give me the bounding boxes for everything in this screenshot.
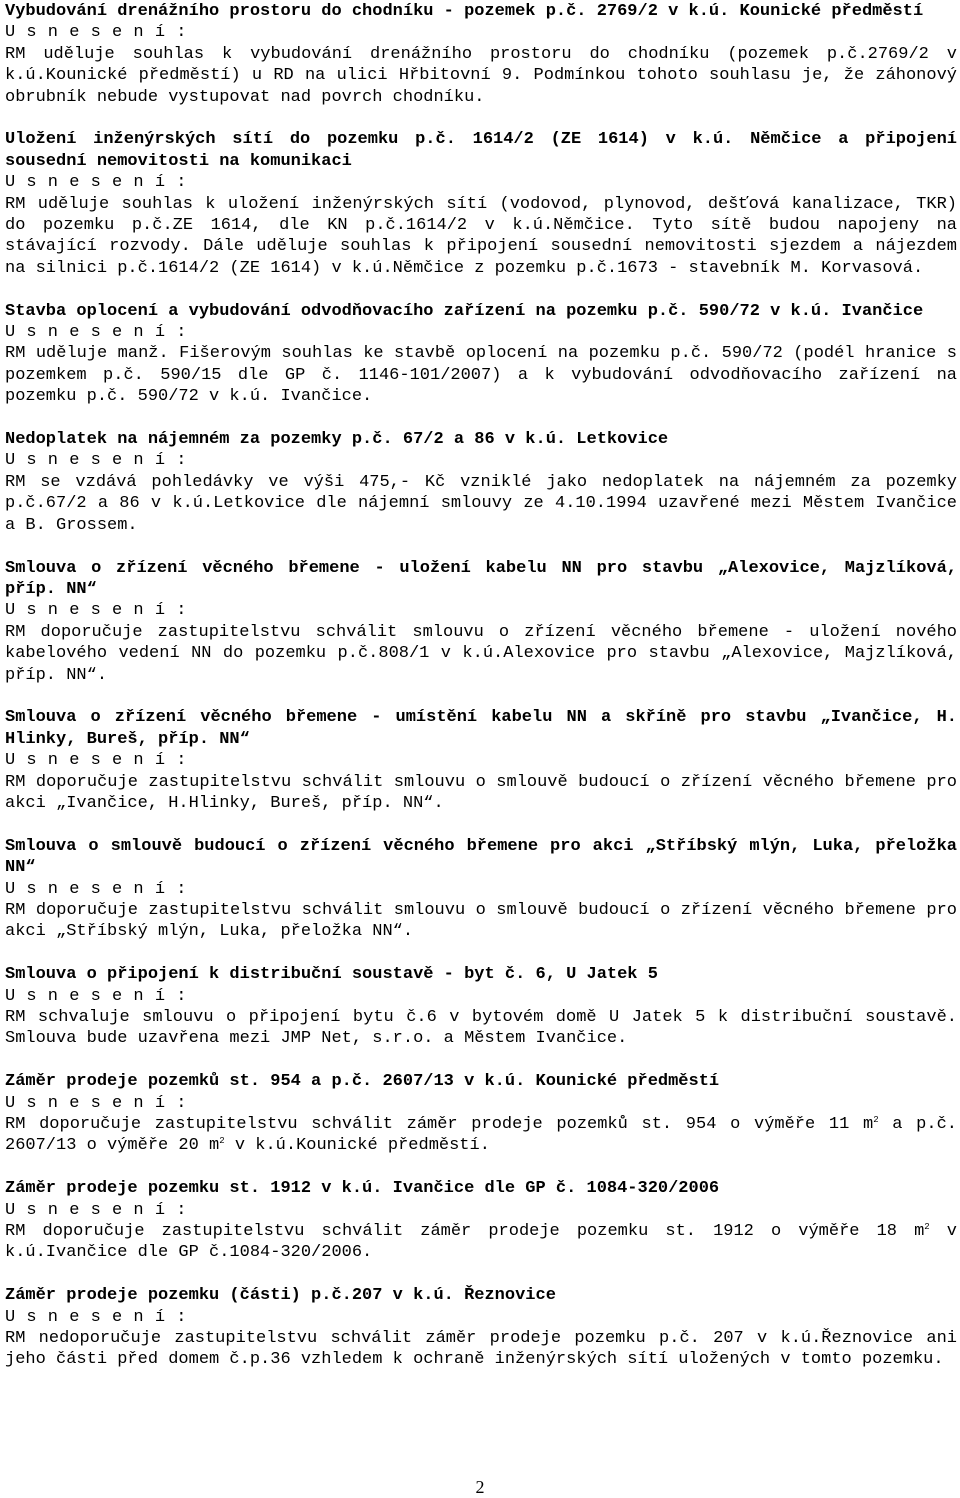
resolution-label: U s n e s e n í : bbox=[5, 23, 187, 43]
section-title: Stavba oplocení a vybudování odvodňovacího zařízení na pozemku p.č. 590/72 v k.ú. Ivančice bbox=[5, 301, 924, 321]
resolution-label: U s n e s e n í : bbox=[5, 751, 187, 771]
body-text: v k.ú.Kounické předměstí. bbox=[224, 1136, 490, 1156]
superscript: 2 bbox=[219, 1136, 225, 1147]
section-title: Smlouva o připojení k distribuční soustavě - byt č. 6, U Jatek 5 bbox=[5, 965, 658, 985]
resolution-label: U s n e s e n í : bbox=[5, 451, 187, 471]
resolution-section bbox=[5, 964, 957, 1050]
section-title: Uložení inženýrských sítí do pozemku p.č. 1614/2 (ZE 1614) v k.ú. Němčice a připojení sousední nemovitosti na komunikaci bbox=[5, 130, 957, 171]
resolution-label: U s n e s e n í : bbox=[5, 601, 187, 621]
body-text: RM doporučuje zastupitelstvu schválit záměr prodeje pozemků st. 954 o výměře 11 m bbox=[5, 1115, 874, 1134]
resolution-label: U s n e s e n í : bbox=[5, 1307, 187, 1327]
body-text: RM doporučuje zastupitelstvu schválit záměr prodeje pozemku st. 1912 o výměře 18 m bbox=[5, 1222, 925, 1242]
section-title: Vybudování drenážního prostoru do chodníku - pozemek p.č. 2769/2 v k.ú. Kounické předměstí bbox=[5, 2, 924, 21]
section-body bbox=[5, 1221, 957, 1264]
page-number: 2 bbox=[475, 1477, 485, 1497]
section-body: RM uděluje souhlas k vybudování drenážního prostoru do chodníku (pozemek p.č.2769/2 v k.ú.Kounické předměstí) u RD na ulici Hřbitovní 9. Podmínkou tohoto souhlasu je, že záhonový obrubník nebude vystupovat nad povrch chodníku. bbox=[5, 44, 957, 107]
resolution-section bbox=[5, 836, 957, 943]
section-title: Záměr prodeje pozemku (části) p.č.207 v k.ú. Řeznovice bbox=[5, 1286, 556, 1306]
resolution-label: U s n e s e n í : bbox=[5, 1200, 187, 1220]
resolution-label: U s n e s e n í : bbox=[5, 173, 187, 193]
resolution-label: U s n e s e n í : bbox=[5, 323, 187, 343]
resolution-label: U s n e s e n í : bbox=[5, 986, 187, 1006]
section-body: RM se vzdává pohledávky ve výši 475,- Kč vzniklé jako nedoplatek na nájemném za pozemky p.č.67/2 a 86 v k.ú.Letkovice dle nájemní smlouvy ze 4.10.1994 uzavřené mezi Městem Ivančice a B. Grossem. bbox=[5, 472, 957, 535]
section-title: Záměr prodeje pozemku st. 1912 v k.ú. Ivančice dle GP č. 1084-320/2006 bbox=[5, 1179, 720, 1199]
section-body: RM doporučuje zastupitelstvu schválit smlouvu o smlouvě budoucí o zřízení věcného břemene pro akci „Stříbský mlýn, Luka, přeložka NN“. bbox=[5, 900, 957, 942]
section-title: Smlouva o smlouvě budoucí o zřízení věcného břemene pro akci „Stříbský mlýn, Luka, přeložka NN“ bbox=[5, 836, 957, 878]
section-title: Nedoplatek na nájemném za pozemky p.č. 67/2 a 86 v k.ú. Letkovice bbox=[5, 430, 669, 450]
section-body bbox=[5, 1114, 957, 1157]
resolution-section bbox=[5, 558, 957, 686]
section-title: Smlouva o zřízení věcného břemene - umístění kabelu NN a skříně pro stavbu „Ivančice, H. Hlinky, Bureš, příp. NN“ bbox=[5, 708, 957, 749]
superscript: 2 bbox=[873, 1115, 879, 1125]
body-text: v k.ú.Ivančice dle GP č.1084-320/2006. bbox=[5, 1222, 958, 1263]
resolution-section bbox=[5, 707, 957, 814]
section-body: RM nedoporučuje zastupitelstvu schválit záměr prodeje pozemku p.č. 207 v k.ú.Řeznovice ani jeho části před domem č.p.36 vzhledem k ochraně inženýrských sítí uložených v tomto pozemku. bbox=[5, 1329, 957, 1370]
resolution-section bbox=[5, 129, 957, 279]
section-title: Smlouva o zřízení věcného břemene - uložení kabelu NN pro stavbu „Alexovice, Majzlíková, příp. NN“ bbox=[5, 558, 957, 599]
resolution-label: U s n e s e n í : bbox=[5, 879, 187, 899]
section-body: RM doporučuje zastupitelstvu schválit smlouvu o zřízení věcného břemene - uložení nového kabelového vedení NN do pozemku p.č.808/1 v k.ú.Alexovice pro stavbu „Alexovice, Majzlíková, příp. NN“. bbox=[5, 622, 957, 685]
resolution-section bbox=[5, 429, 957, 536]
section-body: RM uděluje manž. Fišerovým souhlas ke stavbě oplocení na pozemku p.č. 590/72 (podél hranice s pozemkem p.č. 590/15 dle GP č. 1146-101/2007) a k vybudování odvodňovacího zařízení na pozemku p.č. 590/72 v k.ú. Ivančice. bbox=[5, 344, 957, 407]
resolution-label: U s n e s e n í : bbox=[5, 1093, 187, 1113]
section-body: RM uděluje souhlas k uložení inženýrských sítí (vodovod, plynovod, dešťová kanalizace, TKR) do pozemku p.č.ZE 1614, dle KN p.č.1614/2 v k.ú.Němčice. Tyto sítě budou napojeny na stávající rozvody. Dále uděluje souhlas k připojení sousední nemovitosti sjezdem a nájezdem na silnici p.č.1614/2 (ZE 1614) v k.ú.Němčice z pozemku p.č.1673 - stavebník M. Korvasová. bbox=[5, 194, 957, 278]
section-body: RM doporučuje zastupitelstvu schválit smlouvu o smlouvě budoucí o zřízení věcného břemene pro akci „Ivančice, H.Hlinky, Bureš, příp. NN“. bbox=[5, 772, 957, 813]
resolution-section bbox=[5, 1285, 957, 1371]
superscript: 2 bbox=[924, 1222, 930, 1233]
section-body: RM schvaluje smlouvu o připojení bytu č.6 v bytovém domě U Jatek 5 k distribuční soustavě. Smlouva bude uzavřena mezi JMP Net, s.r.o. a Městem Ivančice. bbox=[5, 1007, 957, 1049]
resolution-section bbox=[5, 1178, 957, 1264]
resolution-section bbox=[5, 1071, 957, 1157]
document bbox=[5, 0, 957, 1392]
section-title: Záměr prodeje pozemků st. 954 a p.č. 2607/13 v k.ú. Kounické předměstí bbox=[5, 1072, 720, 1092]
body-text: a p.č. 2607/13 o výměře 20 m bbox=[5, 1115, 957, 1156]
resolution-section bbox=[5, 301, 957, 408]
resolution-section bbox=[5, 1, 957, 108]
